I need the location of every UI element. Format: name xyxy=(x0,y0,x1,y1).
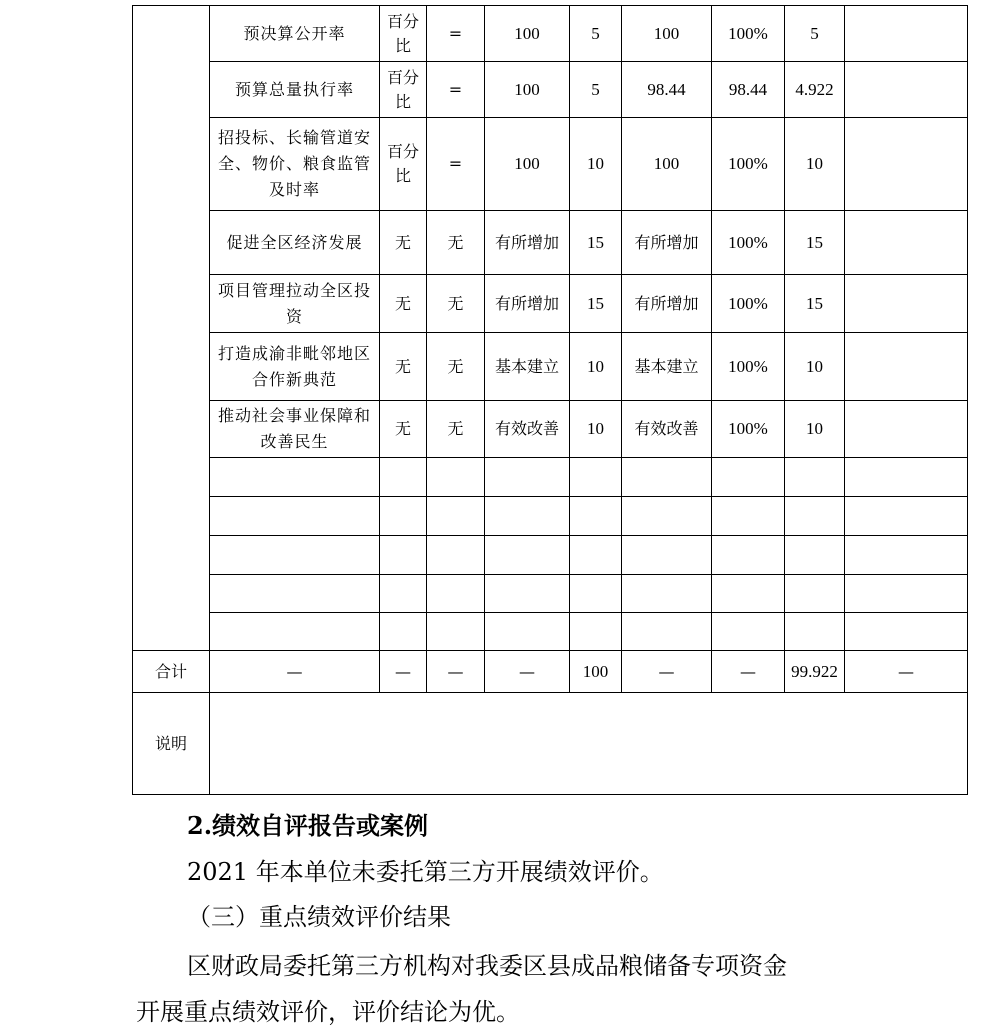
empty-cell xyxy=(785,536,845,575)
operator-cell: = xyxy=(427,118,485,211)
rate-cell: 100% xyxy=(712,333,785,401)
actual-cell: 100 xyxy=(622,6,712,62)
performance-table xyxy=(132,5,968,795)
empty-cell xyxy=(622,497,712,536)
empty-cell xyxy=(712,613,785,651)
weight-cell: 10 xyxy=(570,118,622,211)
rate-cell: 100% xyxy=(712,6,785,62)
unit-cell: 无 xyxy=(380,211,427,275)
target-cell: 有效改善 xyxy=(485,401,570,458)
empty-cell xyxy=(845,458,968,497)
empty-cell xyxy=(210,458,380,497)
empty-cell xyxy=(570,575,622,613)
empty-cell xyxy=(427,497,485,536)
empty-cell xyxy=(785,613,845,651)
empty-cell xyxy=(380,497,427,536)
operator-cell: 无 xyxy=(427,333,485,401)
note-cell xyxy=(845,401,968,458)
empty-cell xyxy=(622,575,712,613)
actual-cell: 有效改善 xyxy=(622,401,712,458)
empty-cell xyxy=(427,536,485,575)
total-label: 合计 xyxy=(133,651,210,693)
total-unit: — xyxy=(380,651,427,693)
paragraph-2021: 2021 年本单位未委托第三方开展绩效评价。 xyxy=(187,858,664,886)
empty-row xyxy=(133,575,968,613)
indicator-name: 项目管理拉动全区投资 xyxy=(210,275,380,333)
operator-cell: = xyxy=(427,6,485,62)
empty-cell xyxy=(845,497,968,536)
paragraph-evaluation-line-1: 区财政局委托第三方机构对我委区县成品粮储备专项资金 xyxy=(187,952,787,980)
empty-cell xyxy=(427,458,485,497)
empty-cell xyxy=(210,613,380,651)
empty-cell xyxy=(485,575,570,613)
target-cell: 有所增加 xyxy=(485,275,570,333)
empty-cell xyxy=(570,613,622,651)
weight-cell: 5 xyxy=(570,62,622,118)
note-cell xyxy=(845,211,968,275)
indicator-name: 打造成渝非毗邻地区合作新典范 xyxy=(210,333,380,401)
total-indicator: — xyxy=(210,651,380,693)
unit-cell: 无 xyxy=(380,275,427,333)
empty-cell xyxy=(380,613,427,651)
empty-cell xyxy=(712,497,785,536)
weight-cell: 10 xyxy=(570,333,622,401)
empty-cell xyxy=(570,497,622,536)
empty-cell xyxy=(622,458,712,497)
weight-cell: 15 xyxy=(570,275,622,333)
total-row xyxy=(133,651,968,693)
empty-cell xyxy=(785,458,845,497)
table-row xyxy=(133,275,968,333)
unit-cell: 百分比 xyxy=(380,62,427,118)
weight-cell: 10 xyxy=(570,401,622,458)
note-cell xyxy=(845,333,968,401)
actual-cell: 98.44 xyxy=(622,62,712,118)
total-operator: — xyxy=(427,651,485,693)
total-weight: 100 xyxy=(570,651,622,693)
target-cell: 100 xyxy=(485,62,570,118)
score-cell: 10 xyxy=(785,333,845,401)
rate-cell: 98.44 xyxy=(712,62,785,118)
empty-cell xyxy=(622,536,712,575)
total-target: — xyxy=(485,651,570,693)
unit-cell: 百分比 xyxy=(380,118,427,211)
score-cell: 4.922 xyxy=(785,62,845,118)
score-cell: 10 xyxy=(785,118,845,211)
unit-cell: 无 xyxy=(380,333,427,401)
operator-cell: 无 xyxy=(427,401,485,458)
indicator-name: 促进全区经济发展 xyxy=(210,211,380,275)
target-cell: 100 xyxy=(485,6,570,62)
empty-cell xyxy=(712,536,785,575)
empty-cell xyxy=(427,613,485,651)
unit-cell: 无 xyxy=(380,401,427,458)
table-row xyxy=(133,6,968,62)
empty-cell xyxy=(380,536,427,575)
actual-cell: 有所增加 xyxy=(622,211,712,275)
empty-cell xyxy=(712,575,785,613)
score-cell: 10 xyxy=(785,401,845,458)
empty-row xyxy=(133,536,968,575)
note-cell xyxy=(845,275,968,333)
indicator-name: 预算总量执行率 xyxy=(210,62,380,118)
operator-cell: 无 xyxy=(427,211,485,275)
indicator-name: 预决算公开率 xyxy=(210,6,380,62)
note-cell xyxy=(845,118,968,211)
section-heading-3: （三）重点绩效评价结果 xyxy=(187,903,451,931)
explain-label: 说明 xyxy=(133,693,210,795)
target-cell: 有所增加 xyxy=(485,211,570,275)
total-rate: — xyxy=(712,651,785,693)
empty-cell xyxy=(380,575,427,613)
explain-row xyxy=(133,693,968,795)
empty-row xyxy=(133,613,968,651)
rate-cell: 100% xyxy=(712,118,785,211)
operator-cell: = xyxy=(427,62,485,118)
table-row xyxy=(133,62,968,118)
weight-cell: 15 xyxy=(570,211,622,275)
empty-cell xyxy=(485,613,570,651)
total-actual: — xyxy=(622,651,712,693)
table-row xyxy=(133,333,968,401)
empty-cell xyxy=(427,575,485,613)
indicator-name: 招投标、长输管道安全、物价、粮食监管及时率 xyxy=(210,118,380,211)
empty-cell xyxy=(570,458,622,497)
empty-cell xyxy=(210,497,380,536)
score-cell: 5 xyxy=(785,6,845,62)
target-cell: 基本建立 xyxy=(485,333,570,401)
empty-row xyxy=(133,458,968,497)
empty-cell xyxy=(785,497,845,536)
target-cell: 100 xyxy=(485,118,570,211)
total-score: 99.922 xyxy=(785,651,845,693)
empty-cell xyxy=(210,575,380,613)
empty-cell xyxy=(845,613,968,651)
note-cell xyxy=(845,62,968,118)
empty-cell xyxy=(210,536,380,575)
paragraph-evaluation-line-2: 开展重点绩效评价，评价结论为优。 xyxy=(136,998,520,1026)
actual-cell: 基本建立 xyxy=(622,333,712,401)
score-cell: 15 xyxy=(785,211,845,275)
empty-cell xyxy=(380,458,427,497)
empty-cell xyxy=(485,497,570,536)
empty-cell xyxy=(485,458,570,497)
empty-cell xyxy=(622,613,712,651)
section-heading-2: 2.绩效自评报告或案例 xyxy=(187,811,429,840)
unit-cell: 百分比 xyxy=(380,6,427,62)
empty-cell xyxy=(785,575,845,613)
empty-cell xyxy=(485,536,570,575)
empty-cell xyxy=(570,536,622,575)
total-note: — xyxy=(845,651,968,693)
empty-cell xyxy=(712,458,785,497)
operator-cell: 无 xyxy=(427,275,485,333)
score-cell: 15 xyxy=(785,275,845,333)
table-row xyxy=(133,118,968,211)
weight-cell: 5 xyxy=(570,6,622,62)
empty-cell xyxy=(845,536,968,575)
note-cell xyxy=(845,6,968,62)
empty-cell xyxy=(845,575,968,613)
table-row xyxy=(133,401,968,458)
empty-row xyxy=(133,497,968,536)
indicator-name: 推动社会事业保障和改善民生 xyxy=(210,401,380,458)
explain-content xyxy=(210,693,968,795)
rate-cell: 100% xyxy=(712,275,785,333)
actual-cell: 100 xyxy=(622,118,712,211)
rate-cell: 100% xyxy=(712,401,785,458)
actual-cell: 有所增加 xyxy=(622,275,712,333)
table-row xyxy=(133,211,968,275)
rate-cell: 100% xyxy=(712,211,785,275)
category-cell xyxy=(133,6,210,651)
